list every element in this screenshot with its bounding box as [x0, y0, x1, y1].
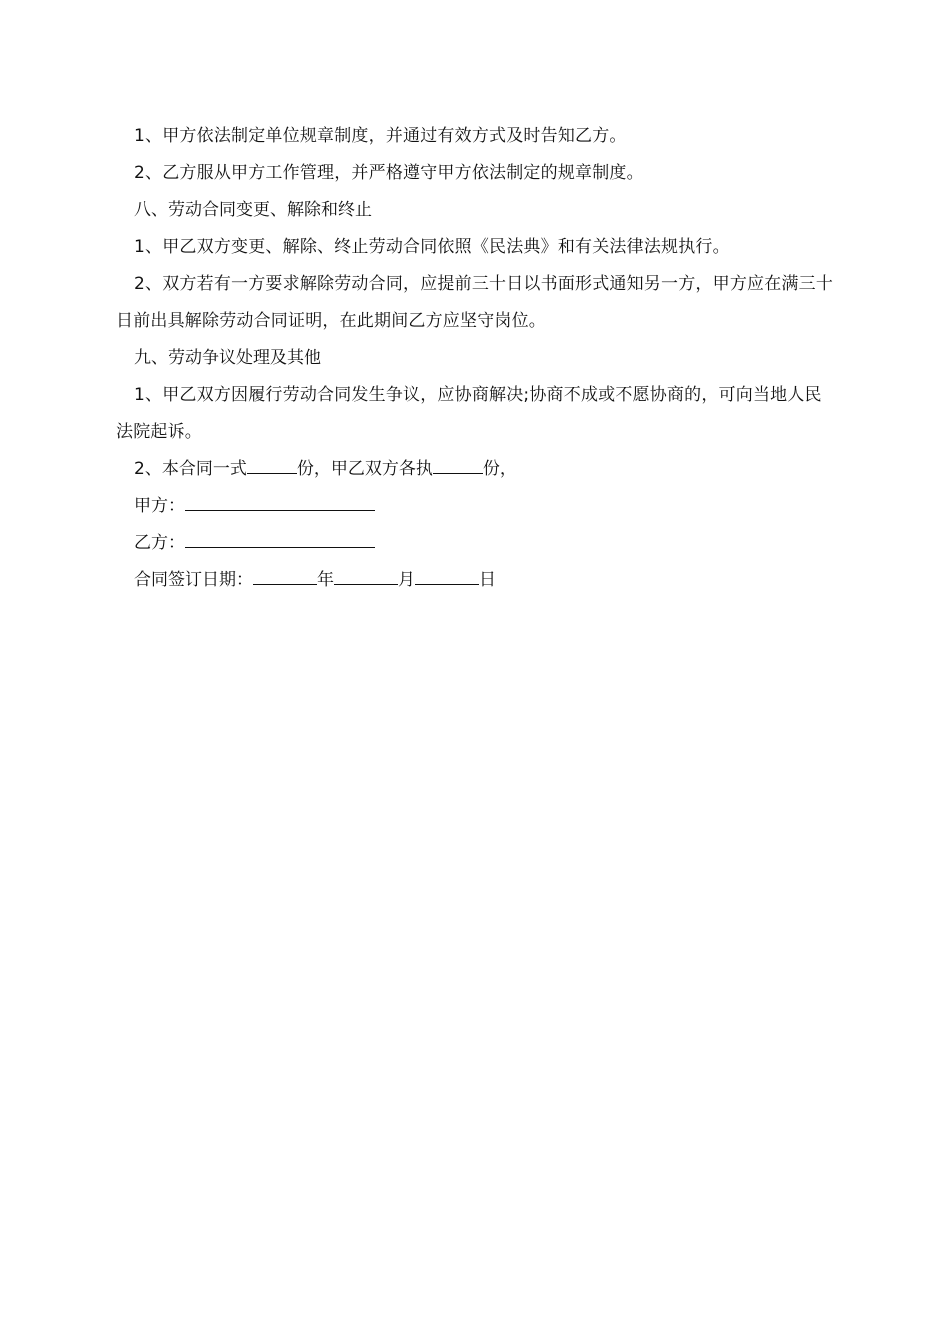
party-b-label: 乙方： [134, 533, 185, 553]
copies-suffix: 份， [482, 459, 517, 479]
day-blank[interactable] [415, 567, 479, 585]
section-8-item-2: 2、双方若有一方要求解除劳动合同，应提前三十日以书面形式通知另一方，甲方应在满三十日前出具解除劳动合同证明，在此期间乙方应坚守岗位。 [116, 274, 834, 331]
party-a-signature [116, 488, 836, 525]
copies-prefix: 2、本合同一式 [134, 459, 247, 479]
party-b-signature [116, 525, 836, 562]
signing-date [116, 562, 836, 599]
date-label: 合同签订日期： [134, 570, 253, 590]
clause-rules-2: 2、乙方服从甲方工作管理，并严格遵守甲方依法制定的规章制度。 [134, 163, 644, 183]
clause-rules-1: 1、甲方依法制定单位规章制度，并通过有效方式及时告知乙方。 [134, 126, 627, 146]
party-b-blank[interactable] [185, 530, 375, 548]
day-label: 日 [479, 570, 496, 590]
party-a-label: 甲方： [134, 496, 185, 516]
year-label: 年 [317, 570, 334, 590]
document-body [116, 118, 836, 599]
copies-total-blank[interactable] [247, 456, 297, 474]
copies-clause [116, 451, 836, 488]
section-8-item-1: 1、甲乙双方变更、解除、终止劳动合同依照《民法典》和有关法律法规执行。 [134, 237, 730, 257]
copies-each-blank[interactable] [433, 456, 483, 474]
month-blank[interactable] [334, 567, 398, 585]
month-label: 月 [398, 570, 415, 590]
copies-middle: 份，甲乙双方各执 [296, 459, 433, 479]
year-blank[interactable] [253, 567, 317, 585]
section-8-heading: 八、劳动合同变更、解除和终止 [134, 200, 372, 220]
section-9-item-1: 1、甲乙双方因履行劳动合同发生争议，应协商解决;协商不成或不愿协商的，可向当地人民法院起诉。 [116, 385, 822, 442]
party-a-blank[interactable] [185, 493, 375, 511]
section-9-heading: 九、劳动争议处理及其他 [134, 348, 321, 368]
